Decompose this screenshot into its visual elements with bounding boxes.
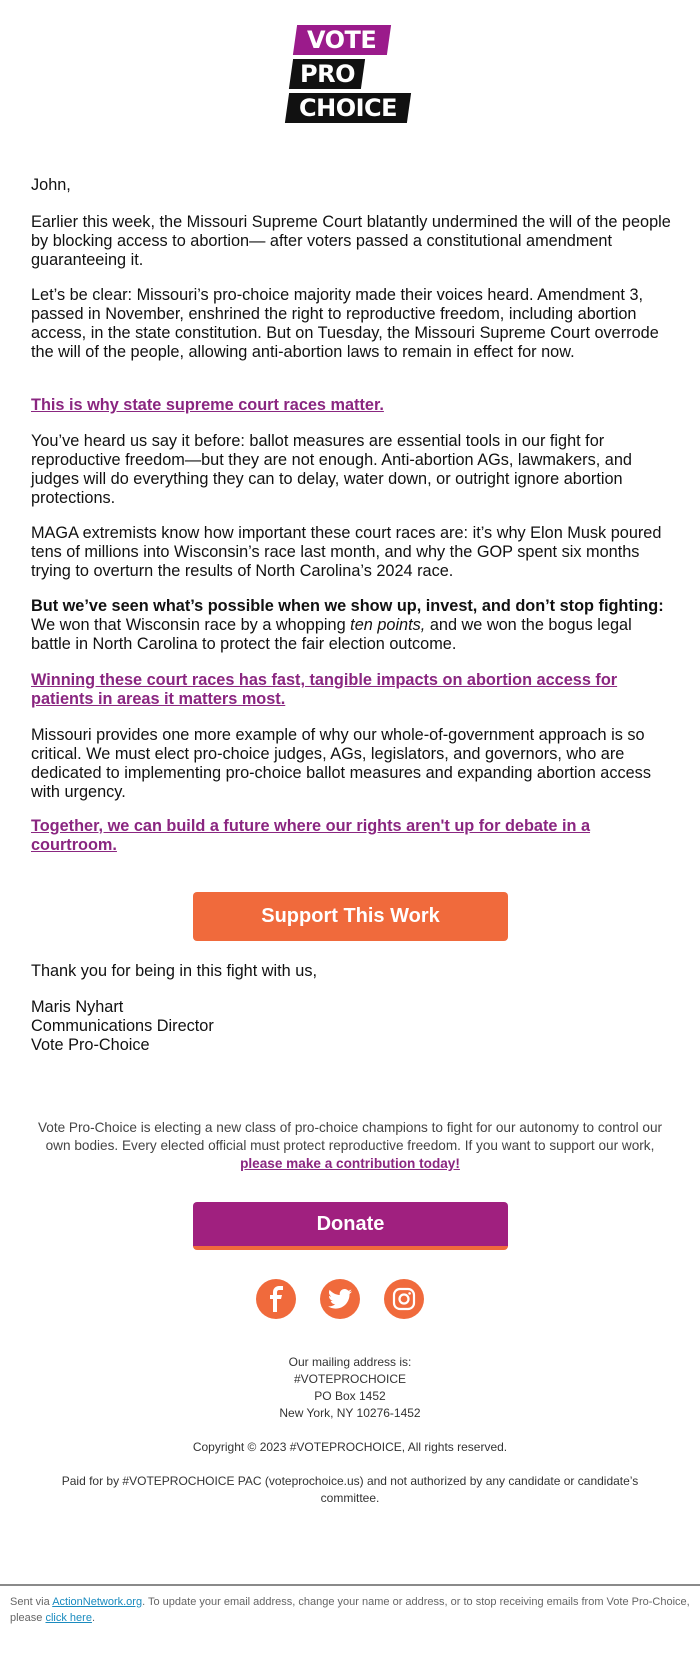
paragraph-5-part-b: and we won the bogus legal battle in North Carolina to protect the fair election outcome. bbox=[31, 616, 632, 653]
footer-blurb bbox=[36, 1119, 664, 1173]
sent-via-notice bbox=[10, 1594, 695, 1626]
mailing-address-city: New York, NY 10276-1452 bbox=[279, 1406, 421, 1420]
mailing-address-label: Our mailing address is: bbox=[288, 1355, 412, 1369]
signature-org: Vote Pro-Choice bbox=[31, 1036, 150, 1054]
sent-prefix: Sent via bbox=[10, 1596, 50, 1608]
mailing-address-box: PO Box 1452 bbox=[314, 1389, 386, 1403]
footer-divider bbox=[0, 1584, 700, 1586]
support-this-work-button[interactable]: Support This Work bbox=[193, 892, 508, 941]
contribution-link[interactable]: please make a contribution today! bbox=[240, 1156, 460, 1171]
signature-name: Maris Nyhart bbox=[31, 998, 124, 1016]
signature-title: Communications Director bbox=[31, 1017, 214, 1035]
link-build-future[interactable]: Together, we can build a future where our rights aren't up for debate in a courtroom. bbox=[31, 817, 591, 854]
paragraph-5-part-a: We won that Wisconsin race by a whopping bbox=[31, 616, 346, 634]
vote-pro-choice-logo bbox=[287, 25, 413, 126]
paid-for-disclaimer: Paid for by #VOTEPROCHOICE PAC (voteprochoice.us) and not authorized by any candidate or candidate’s committee. bbox=[61, 1474, 639, 1505]
paragraph-5 bbox=[31, 597, 671, 654]
paragraph-1: Earlier this week, the Missouri Supreme Court blatantly undermined the will of the people by blocking access to abortion— after voters passed a constitutional amendment guaranteeing it. bbox=[31, 213, 671, 269]
sent-middle: . To update your email address, change your name or address, or to stop receiving emails from Vote Pro-Choice, please bbox=[10, 1596, 690, 1624]
logo-line-vote: VOTE bbox=[293, 25, 391, 55]
copyright: Copyright © 2023 #VOTEPROCHOICE, All rights reserved. bbox=[192, 1440, 508, 1454]
twitter-icon[interactable] bbox=[320, 1279, 360, 1319]
facebook-icon[interactable] bbox=[256, 1279, 296, 1319]
donate-button[interactable]: Donate bbox=[193, 1202, 508, 1250]
greeting: John, bbox=[31, 176, 71, 194]
logo-line-choice: CHOICE bbox=[285, 93, 411, 123]
actionnetwork-link[interactable]: ActionNetwork.org bbox=[52, 1596, 143, 1608]
link-winning-court-races[interactable]: Winning these court races has fast, tangible impacts on abortion access for patients in areas it matters most. bbox=[31, 671, 618, 708]
footer-blurb-text: Vote Pro-Choice is electing a new class of pro-choice champions to fight for our autonomy to control our own bodies. Every elected official must protect reproductive freedom. If you want to support our work, bbox=[37, 1120, 663, 1153]
logo-line-pro: PRO bbox=[289, 59, 365, 89]
link-court-races-matter[interactable]: This is why state supreme court races matter. bbox=[31, 396, 384, 414]
paragraph-5-bold: But we’ve seen what’s possible when we show up, invest, and don’t stop fighting: bbox=[31, 597, 664, 615]
unsubscribe-link[interactable]: click here bbox=[45, 1612, 92, 1624]
paragraph-5-emphasis: ten points, bbox=[350, 616, 426, 634]
instagram-icon[interactable] bbox=[384, 1279, 424, 1319]
paragraph-3: You’ve heard us say it before: ballot measures are essential tools in our fight for reproductive freedom—but they are not enough. Anti-abortion AGs, lawmakers, and judges will do everything they can to delay, water down, or outright ignore abortion protections. bbox=[31, 432, 632, 507]
closing-line: Thank you for being in this fight with us, bbox=[31, 962, 317, 980]
paragraph-6: Missouri provides one more example of why our whole-of-government approach is so critical. We must elect pro-choice judges, AGs, legislators, and governors, who are dedicated to implementing pro-choice ballot measures and expanding abortion access with urgency. bbox=[31, 726, 651, 801]
sent-end: . bbox=[91, 1612, 96, 1624]
paragraph-2: Let’s be clear: Missouri’s pro-choice majority made their voices heard. Amendment 3, passed in November, enshrined the right to reproductive freedom, including abortion access, in the state constitution. But on Tuesday, the Missouri Supreme Court overrode the will of the people, allowing anti-abortion laws to remain in effect for now. bbox=[31, 286, 659, 361]
paragraph-4: MAGA extremists know how important these court races are: it’s why Elon Musk poured tens of millions into Wisconsin’s race last month, and why the GOP spent six months trying to overturn the results of North Carolina’s 2024 race. bbox=[31, 524, 662, 580]
mailing-address-org: #VOTEPROCHOICE bbox=[293, 1372, 407, 1386]
